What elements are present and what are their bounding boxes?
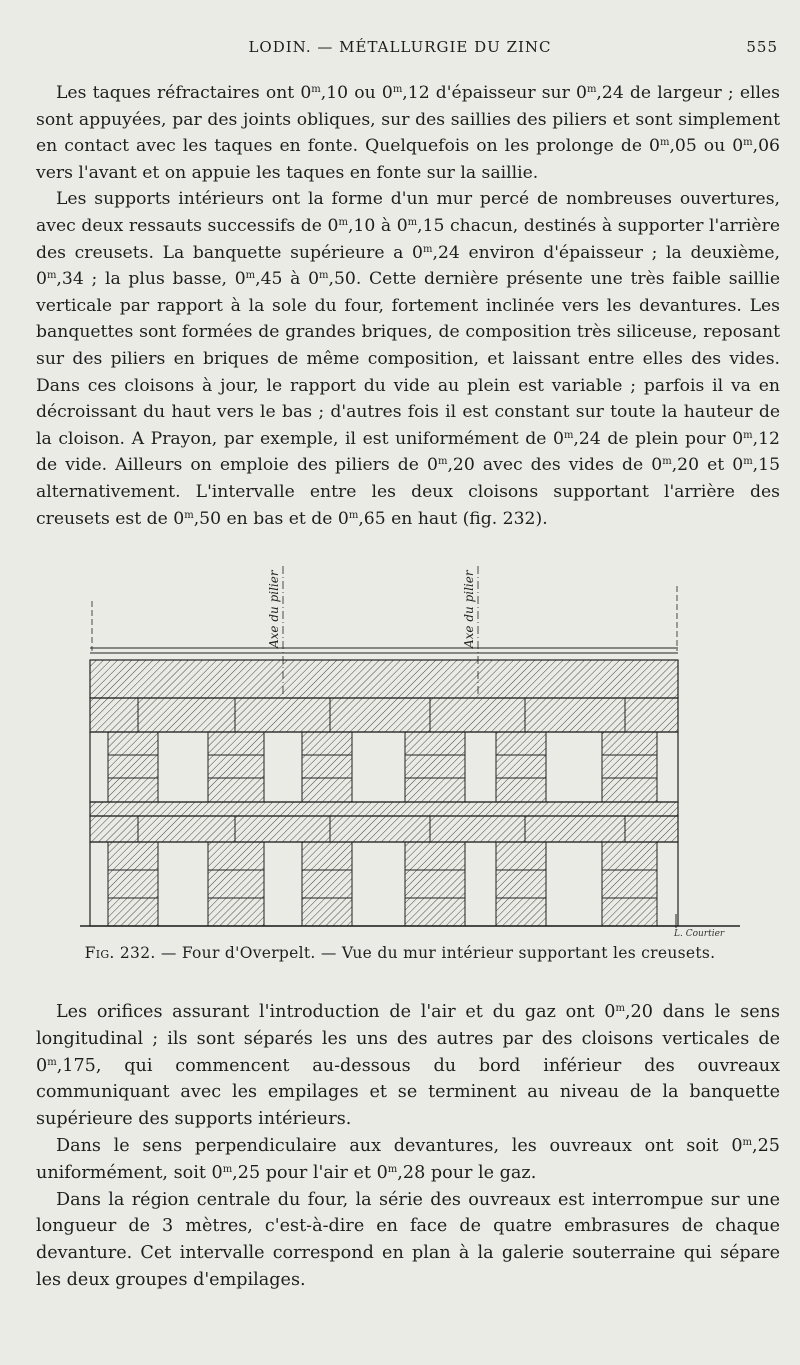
page-number: 555 bbox=[746, 38, 778, 56]
upper-slab bbox=[90, 660, 678, 698]
figure-caption bbox=[0, 944, 800, 962]
paragraph: Les orifices assurant l'introduction de l'air et du gaz ont 0$^m$,20 dans le sens longitudinal ; ils sont séparés les uns des autres par des cloisons verticales de 0$^m$,175, qui commencent au-dessous du bord inférieur des ouvreaux communiquant avec les empilages et se terminent au niveau de la banquette supérieure des supports intérieurs. bbox=[36, 1002, 780, 1130]
upper-pillar-row bbox=[90, 732, 678, 802]
figure-label: Fig. 232. bbox=[84, 944, 156, 962]
running-title: LODIN. — MÉTALLURGIE DU ZINC bbox=[248, 38, 552, 56]
caption-text: — Four d'Overpelt. — Vue du mur intérieur supportant les creusets. bbox=[155, 944, 716, 962]
running-head bbox=[0, 38, 800, 60]
paragraph: Dans le sens perpendiculaire aux devantures, les ouvreaux ont soit 0$^m$,25 uniformément, soit 0$^m$,25 pour l'air et 0$^m$,28 pour le gaz. bbox=[36, 1135, 780, 1183]
text-block-bottom bbox=[36, 999, 780, 1294]
figure-232 bbox=[80, 556, 740, 941]
engraver-signature: L. Courtier bbox=[674, 929, 725, 939]
paragraph: Les taques réfractaires ont 0$^m$,10 ou 0$^m$,12 d'épaisseur sur 0$^m$,24 de largeur ; elles sont appuyées, par des joints obliques, sur des saillies des piliers et sont simplement en contact avec les taques en fonte. Quelquefois on les prolonge de 0$^m$,05 ou 0$^m$,06 vers l'avant et on appuie les taques en fonte sur la saillie. bbox=[36, 83, 780, 183]
axis-label: Axe du pilier bbox=[462, 570, 476, 648]
paragraph: Dans la région centrale du four, la série des ouvreaux est interrompue sur une longueur de 3 mètres, c'est-à-dire en face de quatre embrasures de chaque devanture. Cet intervalle correspond en plan à la galerie souterraine qui sépare les deux groupes d'empilages. bbox=[36, 1189, 780, 1290]
lower-pillar-row bbox=[90, 842, 678, 926]
paragraph: Les supports intérieurs ont la forme d'un mur percé de nombreuses ouvertures, avec deux ressauts successifs de 0$^m$,10 à 0$^m$,15 chacun, destinés à supporter l'arrière des creusets. La banquette supérieure a 0$^m$,24 environ d'épaisseur ; la deuxième, 0$^m$,34 ; la plus basse, 0$^m$,45 à 0$^m$,50. Cette dernière présente une très faible saillie verticale par rapport à la sole du four, fortement inclinée vers les devantures. Les banquettes sont formées de grandes briques, de composition très siliceuse, reposant sur des piliers en briques de même composition, et laissant entre elles des vides. Dans ces cloisons à jour, le rapport du vide au plein est variable ; parfois il va en décroissant du haut vers le bas ; d'autres fois il est constant sur toute la hauteur de la cloison. A Prayon, par exemple, il est uniformément de 0$^m$,24 de plein pour 0$^m$,12 de vide. Ailleurs on emploie des piliers de 0$^m$,20 avec des vides de 0$^m$,20 et 0$^m$,15 alternativement. L'intervalle entre les deux cloisons supportant l'arrière des creusets est de 0$^m$,50 en bas et de 0$^m$,65 en haut (fig. 232). bbox=[36, 189, 781, 529]
text-block-top bbox=[36, 80, 780, 532]
axis-label: Axe du pilier bbox=[267, 570, 281, 648]
furnace-wall-drawing bbox=[80, 556, 740, 941]
